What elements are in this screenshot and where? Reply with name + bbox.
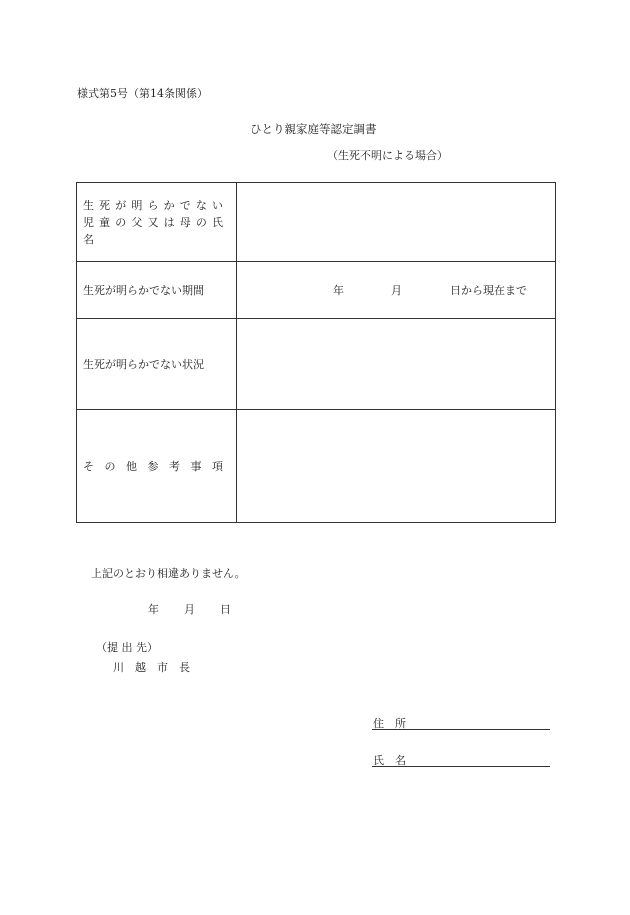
name-label: 氏 名 <box>373 754 406 767</box>
other-notes-label-cell <box>77 410 237 523</box>
period-year-label: 年 <box>333 284 344 297</box>
certification-table <box>76 182 556 523</box>
declaration-statement: 上記のとおり相違ありません。 <box>91 567 246 580</box>
address-label: 住 所 <box>373 717 406 730</box>
table-row <box>77 410 556 523</box>
document-title: ひとり親家庭等認定調書 <box>250 122 377 136</box>
date-day-label: 日 <box>220 603 231 616</box>
parent-name-label-line2: 児 童 の 父 又 は 母 の 氏 名 <box>83 215 223 246</box>
submission-recipient: 川 越 市 長 <box>113 661 190 674</box>
address-input-line[interactable] <box>372 729 550 730</box>
submission-label: （提 出 先） <box>96 641 158 654</box>
other-notes-label: そ の 他 参 考 事 項 <box>83 459 223 473</box>
parent-name-label-line1: 生 死 が 明 ら か で な い <box>83 198 223 212</box>
form-number: 様式第5号（第14条関係） <box>77 87 208 100</box>
unknown-period-label-cell <box>77 262 237 319</box>
table-row <box>77 183 556 262</box>
period-day-suffix: 日から現在まで <box>450 284 527 297</box>
document-subtitle: （生死不明による場合） <box>327 149 448 162</box>
unknown-period-field[interactable] <box>237 262 556 319</box>
table-row <box>77 262 556 319</box>
unknown-period-label: 生死が明らかでない期間 <box>83 283 204 297</box>
parent-name-field[interactable] <box>237 183 556 262</box>
other-notes-field[interactable] <box>237 410 556 523</box>
unknown-status-field[interactable] <box>237 319 556 410</box>
period-month-label: 月 <box>391 284 402 297</box>
parent-name-label-cell <box>77 183 237 262</box>
date-year-label: 年 <box>148 603 159 616</box>
table-row <box>77 319 556 410</box>
date-month-label: 月 <box>184 603 195 616</box>
unknown-status-label: 生死が明らかでない状況 <box>83 357 204 371</box>
name-input-line[interactable] <box>372 766 550 767</box>
unknown-status-label-cell <box>77 319 237 410</box>
